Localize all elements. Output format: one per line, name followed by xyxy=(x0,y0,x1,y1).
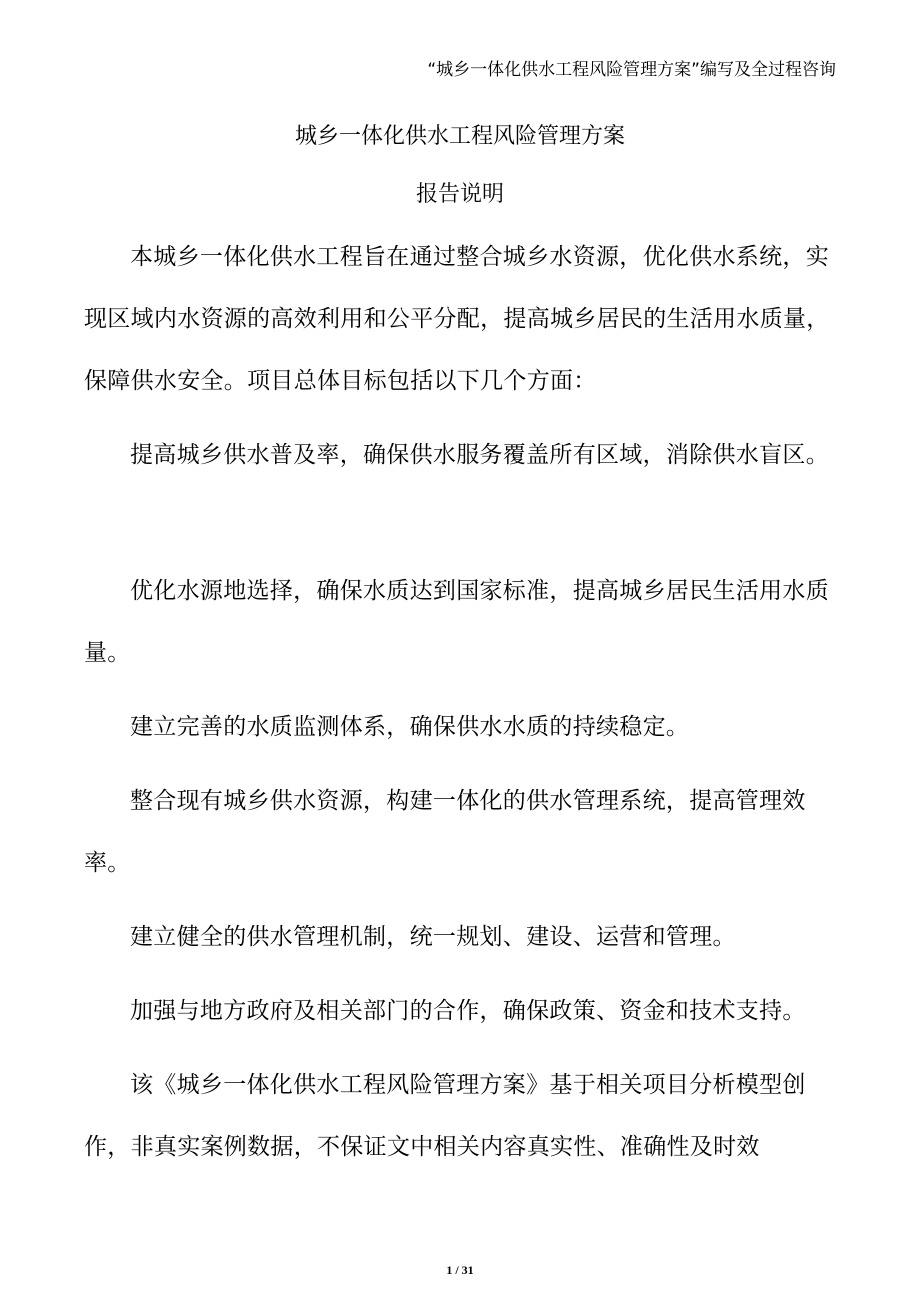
paragraph-intro: 本城乡一体化供水工程旨在通过整合城乡水资源，优化供水系统，实现区域内水资源的高效利用和公平分配，提高城乡居民的生活用水质量，保障供水安全。项目总体目标包括以下几个方面： xyxy=(84,244,830,394)
paragraph-goal-monitoring: 建立完善的水质监测体系，确保供水水质的持续稳定。 xyxy=(130,714,690,740)
paragraph-goal-mechanism: 建立健全的供水管理机制，统一规划、建设、运营和管理。 xyxy=(130,924,736,950)
paragraph-goal-integration: 整合现有城乡供水资源，构建一体化的供水管理系统，提高管理效率。 xyxy=(84,788,806,876)
paragraph-goal-coverage: 提高城乡供水普及率，确保供水服务覆盖所有区域，消除供水盲区。 xyxy=(130,442,829,468)
section-title: 报告说明 xyxy=(415,182,504,207)
running-header: “城乡一体化供水工程风险管理方案”编写及全过程咨询 xyxy=(427,60,836,80)
document-title: 城乡一体化供水工程风险管理方案 xyxy=(294,124,625,149)
paragraph-goal-water-source: 优化水源地选择，确保水质达到国家标准，提高城乡居民生活用水质量。 xyxy=(84,578,829,666)
paragraph-goal-cooperation: 加强与地方政府及相关部门的合作，确保政策、资金和技术支持。 xyxy=(130,998,806,1024)
paragraph-disclaimer: 该《城乡一体化供水工程风险管理方案》基于相关项目分析模型创作，非真实案例数据，不保证文中相关内容真实性、准确性及时效 xyxy=(84,1072,806,1160)
page-number: 1 / 31 xyxy=(446,1263,474,1277)
